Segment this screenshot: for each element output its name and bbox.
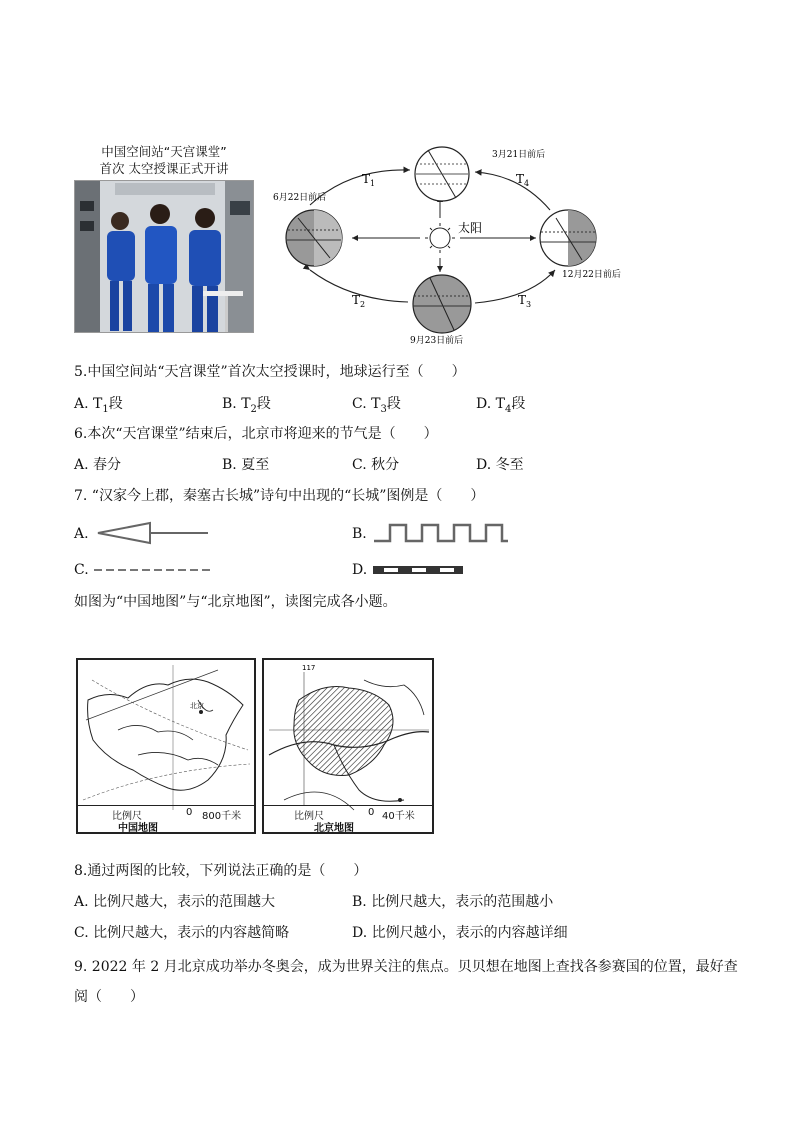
q9-stem-line2: 阅（ ） (74, 989, 144, 1005)
china-map (76, 658, 256, 834)
date-mar21: 3月21日前后 (492, 150, 546, 160)
q8-option-a[interactable]: A. 比例尺越大，表示的范围越大 (74, 894, 276, 910)
beijing-scale-value: 40千米 (382, 811, 415, 822)
sun-icon (425, 223, 455, 253)
q5-option-a[interactable]: A. $T_1$段 (74, 396, 123, 415)
beijing-map (262, 658, 434, 834)
china-scale-zero: 0 (186, 807, 193, 818)
date-jun22: 6月22日前后 (273, 193, 327, 203)
tiangong-photo (74, 143, 254, 333)
legend-dashed-line-symbol (94, 563, 212, 577)
segment-t1-label: $T_1$ (362, 172, 376, 188)
china-scale-label: 比例尺 (112, 811, 142, 822)
china-map-title: 中国地图 (118, 823, 158, 834)
date-dec22: 12月22日前后 (562, 270, 621, 280)
q9-stem-line1: 9. 2022 年 2 月北京成功举办冬奥会，成为世界关注的焦点。贝贝想在地图上查找各参赛国的位置，最好查 (74, 959, 738, 975)
q5-option-c[interactable]: C. $T_3$段 (352, 396, 401, 415)
date-sep23: 9月23日前后 (410, 336, 464, 346)
q7-option-b[interactable]: B. (352, 526, 367, 542)
q7-option-a[interactable]: A. (74, 526, 89, 542)
beijing-scale-label: 比例尺 (294, 811, 324, 822)
q5-option-b[interactable]: B. $T_2$段 (222, 396, 271, 415)
china-scale-value: 800千米 (202, 811, 242, 822)
q7-option-c[interactable]: C. (74, 562, 89, 578)
legend-railway-symbol (372, 563, 464, 577)
globe-jun22 (286, 210, 342, 266)
q7-stem: 7. “汉家今上郡，秦塞古长城”诗句中出现的“长城”图例是（ ） (74, 488, 485, 504)
globe-mar21 (415, 147, 469, 201)
q5-stem: 5.中国空间站“天宫课堂”首次太空授课时，地球运行至（ ） (74, 364, 466, 380)
q8-option-d[interactable]: D. 比例尺越小，表示的内容越详细 (352, 925, 568, 941)
q5-option-d[interactable]: D. $T_4$段 (476, 396, 526, 415)
globe-dec22 (540, 210, 596, 266)
legend-great-wall-symbol (372, 520, 510, 546)
segment-t2-label: $T_2$ (352, 293, 366, 309)
q6-option-b[interactable]: B. 夏至 (222, 457, 270, 473)
q8-option-c[interactable]: C. 比例尺越大，表示的内容越简略 (74, 925, 290, 941)
earth-orbit-diagram (270, 140, 630, 350)
segment-t3-label: $T_3$ (518, 293, 532, 309)
segment-t4-label: $T_4$ (516, 172, 530, 188)
q8-stem: 8.通过两图的比较，下列说法正确的是（ ） (74, 863, 368, 879)
q6-option-d[interactable]: D. 冬至 (476, 457, 524, 473)
china-map-beijing-label: 北京 (190, 702, 204, 710)
q7-option-d[interactable]: D. (352, 562, 368, 578)
beijing-grid-label: 117 (302, 664, 316, 672)
photo-caption-line2: 首次 太空授课正式开讲 (99, 161, 229, 176)
q6-stem: 6.本次“天宫课堂”结束后，北京市将迎来的节气是（ ） (74, 426, 438, 442)
beijing-scale-zero: 0 (368, 807, 375, 818)
q6-option-a[interactable]: A. 春分 (74, 457, 122, 473)
sun-label: 太阳 (458, 221, 483, 235)
globe-sep23 (413, 275, 471, 333)
beijing-map-title: 北京地图 (314, 823, 354, 834)
photo-caption-line1: 中国空间站“天宫课堂” (101, 144, 227, 159)
q6-option-c[interactable]: C. 秋分 (352, 457, 400, 473)
maps-intro: 如图为“中国地图”与“北京地图”，读图完成各小题。 (74, 594, 397, 610)
legend-arrow-symbol (94, 520, 210, 546)
q8-option-b[interactable]: B. 比例尺越大，表示的范围越小 (352, 894, 554, 910)
astronauts-image (74, 180, 254, 333)
